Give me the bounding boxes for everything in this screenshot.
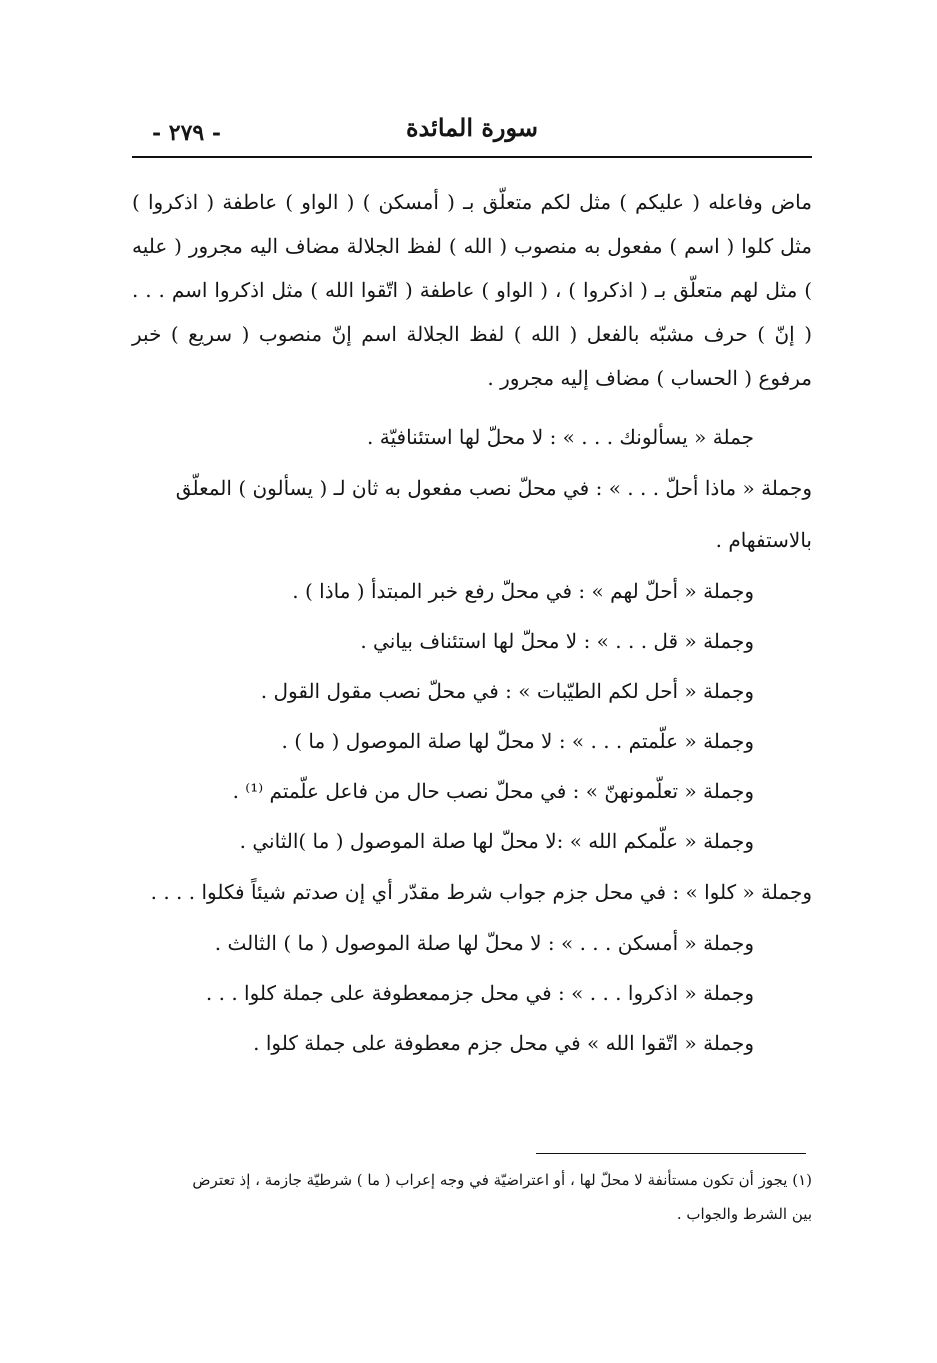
page-number: - ٢٧٩ -: [152, 120, 222, 146]
sentence-1: جملة « يسألونك . . . » : لا محلّ لها استئنافيّة .: [367, 425, 754, 449]
intro-paragraph: ماض وفاعله ( عليكم ) مثل لكم متعلّق بـ ( أمسكن ) ( الواو ) عاطفة ( اذكروا ) مثل كلوا ( اسم ) مفعول به منصوب ( الله ) لفظ الجلالة مضاف اليه مجرور ( عليه ) مثل لهم متعلّق بـ ( اذكروا ) ، ( الواو ) عاطفة ( اتّقوا الله ) مثل اذكروا اسم . . . ( إنّ ) حرف مشبّه بالفعل ( الله ) لفظ الجلالة اسم إنّ منصوب ( سريع ) خبر مرفوع ( الحساب ) مضاف إليه مجرور .: [132, 190, 812, 390]
sentence-5: وجملة « أحل لكم الطيّبات » : في محلّ نصب مقول القول .: [260, 679, 754, 703]
sentence-11: وجملة « اذكروا . . . » : في محل جزممعطوفة على جملة كلوا . . .: [205, 981, 754, 1005]
sentence-3: وجملة « أحلّ لهم » : في محلّ رفع خبر المبتدأ ( ماذا ) .: [292, 579, 754, 603]
sentence-6: وجملة « علّمتم . . . » : لا محلّ لها صلة الموصول ( ما ) .: [281, 729, 754, 753]
sentence-9: وجملة « كلوا » : في محل جزم جواب شرط مقدّر أي إن صدتم شيئاً فكلوا . . . .: [150, 880, 812, 904]
sentence-7: وجملة « تعلّمونهنّ » : في محلّ نصب حال من فاعل علّمتم ⁽¹⁾ .: [232, 779, 754, 803]
body-text: [132, 180, 812, 1068]
sentence-12: وجملة « اتّقوا الله » في محل جزم معطوفة على جملة كلوا .: [253, 1031, 754, 1055]
page-header: [132, 110, 812, 158]
sentence-4: وجملة « قل . . . » : لا محلّ لها استئناف بياني .: [360, 629, 754, 653]
sentence-2: وجملة « ماذا أحلّ . . . » : في محلّ نصب مفعول به ثان لـ ( يسألون ) المعلّق بالاستفهام .: [175, 476, 812, 552]
sentence-8: وجملة « علّمكم الله » :لا محلّ لها صلة الموصول ( ما )الثاني .: [239, 829, 754, 853]
running-title: سورة المائدة: [405, 113, 539, 142]
header-rule: [132, 156, 812, 158]
sentence-10: وجملة « أمسكن . . . » : لا محلّ لها صلة الموصول ( ما ) الثالث .: [214, 931, 754, 955]
footnote-rule: [536, 1153, 806, 1154]
footnote-1: (١) يجوز أن تكون مستأنفة لا محلّ لها ، أو اعتراضيّة في وجه إعراب ( ما ) شرطيّة جازمة ، إذ تعترض بين الشرط والجواب .: [192, 1171, 812, 1223]
footnotes: [172, 1163, 812, 1231]
